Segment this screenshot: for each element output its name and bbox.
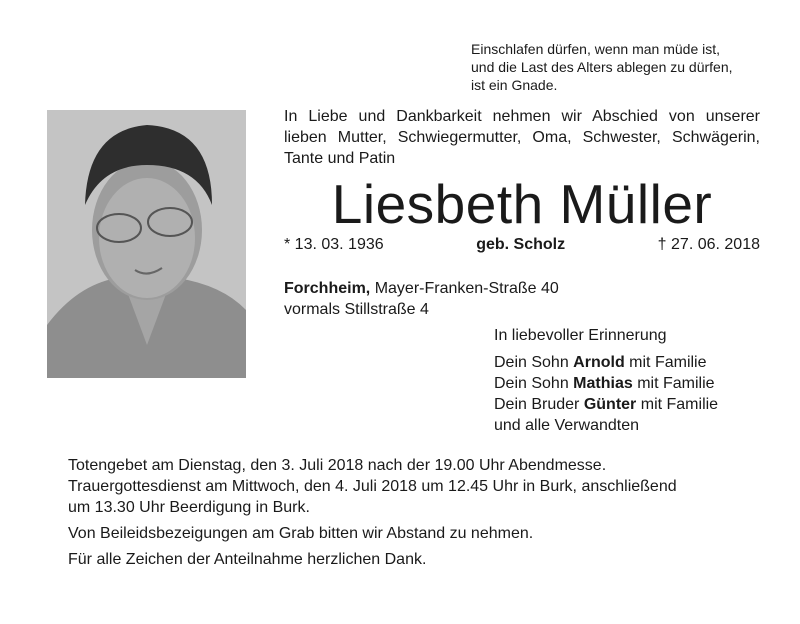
- mourners-heading: In liebevoller Erinnerung: [494, 327, 667, 344]
- motto-verse: [471, 40, 733, 94]
- mourner-line: [494, 394, 718, 415]
- intro-text: [284, 106, 760, 169]
- mourner-line: [494, 352, 718, 373]
- service-line: Totengebet am Dienstag, den 3. Juli 2018 nach der 19.00 Uhr Abendmesse.: [68, 457, 607, 474]
- mourner-name: Mathias: [573, 375, 633, 392]
- portrait-photo: [47, 110, 246, 378]
- former-address: vormals Stillstraße 4: [284, 301, 429, 318]
- service-info: [68, 455, 677, 575]
- intro-line: Tante und Patin: [284, 150, 396, 167]
- thanks-note: Für alle Zeichen der Anteilnahme herzlichen Dank.: [68, 551, 427, 568]
- motto-line: und die Last des Alters ablegen zu dürfen,: [471, 59, 733, 75]
- mourner-suffix: mit Familie: [637, 375, 715, 392]
- motto-line: Einschlafen dürfen, wenn man müde ist,: [471, 41, 721, 57]
- address-city: Forchheim,: [284, 280, 371, 297]
- mourner-relation: Dein Sohn: [494, 375, 569, 392]
- death-date: † 27. 06. 2018: [657, 236, 760, 253]
- service-line: um 13.30 Uhr Beerdigung in Burk.: [68, 499, 310, 516]
- maiden-name: geb. Scholz: [476, 236, 566, 253]
- life-dates: [284, 235, 760, 255]
- mourners-list: [494, 325, 718, 436]
- condolence-request: Von Beileidsbezeigungen am Grab bitten wir Abstand zu nehmen.: [68, 525, 534, 542]
- mourner-suffix: mit Familie: [640, 396, 719, 413]
- intro-line: lieben Mutter, Schwiegermutter, Oma, Schwester, Schwägerin,: [284, 129, 760, 146]
- mourner-line: [494, 373, 718, 394]
- mourner-name: Arnold: [573, 354, 625, 371]
- deceased-name: Liesbeth Müller: [331, 173, 713, 235]
- mourner-relation: Dein Sohn: [494, 354, 569, 371]
- address-street: Mayer-Franken-Straße 40: [374, 280, 559, 297]
- service-line: Trauergottesdienst am Mittwoch, den 4. Juli 2018 um 12.45 Uhr in Burk, anschließend: [68, 478, 677, 495]
- intro-line: In Liebe und Dankbarkeit nehmen wir Abschied von unserer: [284, 108, 760, 125]
- address: [284, 278, 559, 320]
- mourner-relation: Dein Bruder: [494, 396, 580, 413]
- birth-date: * 13. 03. 1936: [284, 236, 384, 253]
- mourner-suffix: mit Familie: [629, 354, 707, 371]
- motto-line: ist ein Gnade.: [471, 77, 558, 93]
- mourner-others: und alle Verwandten: [494, 417, 639, 434]
- mourner-name: Günter: [583, 396, 637, 413]
